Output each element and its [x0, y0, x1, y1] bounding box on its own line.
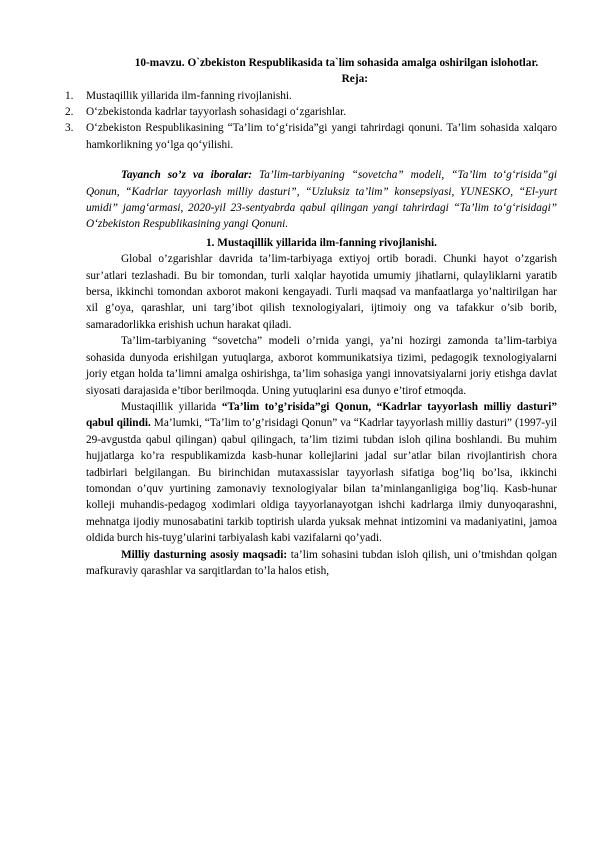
paragraph-program-goal-text: ta’lim sohasini tubdan isloh qilish, uni o’tmishdan qolgan mafkuraviy qarashlar va sarqitlardan to’la halos etish, [86, 548, 557, 577]
plan-item [65, 88, 557, 104]
plan-item [65, 104, 557, 120]
keywords-label: Tayanch so’z va iboralar: [121, 169, 253, 182]
keywords-paragraph [86, 167, 557, 233]
document-title: 10-mavzu. O`zbekiston Respublikasida ta`lim sohasida amalga oshirilgan islohotlar. [134, 57, 539, 69]
plan-item [65, 120, 557, 153]
paragraph-laws-intro: Mustaqillik yillarida [121, 400, 222, 413]
plan-item-text: Mustaqillik yillarida ilm-fanning rivojlanishi. [86, 89, 292, 102]
plan-item-text: O‘zbekiston Respublikasining “Ta’lim to‘g‘risida”gi yangi tahrirdagi qonuni. Ta’lim sohasida xalqaro hamkorlikning yo‘lga qo‘yilishi. [86, 122, 557, 151]
plan-list [65, 88, 557, 154]
document-page [65, 55, 557, 579]
paragraph-laws [86, 399, 557, 547]
plan-item-number: 1. [65, 89, 74, 102]
paragraph-soviet-model: Ta’lim-tarbiyaning “sovetcha” modeli o’rnida yangi, ya’ni hozirgi zamonda ta’lim-tarbiya sohasida dunyoda erishilgan yutuqlarga, axborot kommunikatsiya tizimi, pedagogik texnologiyalarni joriy etgan holda ta’limni amalga oshirishga, ta’lim sohasiga yangi innovatsiyalarni joriy etishga davlat siyosati darajasida e’tibor berilmoqda. Uning yutuqlarini esa dunyo e’tirof etmoqda. [86, 335, 557, 397]
keywords-text: Ta’lim-tarbiyaning “sovetcha” modeli, “Ta’lim to‘g‘risida”gi Qonun, “Kadrlar tayyorlash milliy dasturi”, “Uzluksiz ta’lim” konsepsiyasi, YUNESKO, “El-yurt umidi” jamg‘armasi, 2020-yil 23-sentyabrda qabul qilingan yangi tahrirdagi “Ta’lim to‘g‘risidagi” O‘zbekiston Respublikasining yangi Qonuni. [86, 169, 557, 231]
paragraph-program-goal [86, 547, 557, 580]
paragraph-laws-rest: Ma’lumki, “Ta’lim to’g’risidagi Qonun” va “Kadrlar tayyorlash milliy dasturi” (1997-yil 29-avgustda qabul qilingan) qabul qilingach, ta’lim tizimi tubdan isloh qilina boshlandi. Bu muhim hujjatlarga ko’ra respublikamizda kasb-hunar kollejlarini jadal sur’atlar bilan rivojlantirish chora tadbirlari belgilangan. Bu birinchidan mutaxassislar tayyorlash sifatiga bog’liq bo’lsa, ikkinchi tomondan o’quv yurtining zamonaviy texnologiyalar bilan ta’minlanganligiga bog’liq. Kasb-hunar kolleji muhandis-pedagog xodimlari oldiga tayyorlanayotgan ishchi kadrlarga ilmiy dunyoqarashni, mehnatga ijodiy munosabatini tarkib toptirish ularda yuksak mehnat intizomini va madaniyatini, jamoa oldida burch his-tuyg’ularini tarbiyalash kabi vazifalarni qo’yadi. [86, 417, 557, 545]
plan-item-text: O‘zbekistonda kadrlar tayyorlash sohasidagi o‘zgarishlar. [86, 106, 347, 119]
plan-heading: Reja: [341, 73, 368, 86]
paragraph-program-goal-label: Milliy dasturning asosiy maqsadi: [121, 548, 288, 561]
paragraph-laws-bold: “Ta’lim to’g’risida”gi Qonun, “Kadrlar tayyorlash milliy dasturi” qabul qilindi. [86, 400, 557, 430]
plan-item-number: 3. [65, 122, 74, 135]
plan-item-number: 2. [65, 106, 74, 119]
section-heading: 1. Mustaqillik yillarida ilm-fanning rivojlanishi. [206, 236, 437, 249]
paragraph-global-changes: Global o’zgarishlar davrida ta’lim-tarbiyaga extiyoj ortib boradi. Chunki hayot o’zgarish sur’atlari tezlashadi. Bu bir tomondan, turli xalqlar hayotida umumiy jihatlarni, qulayliklarni yaratib bersa, ikkinchi tomondan axborot makoni kengayadi. Turli maqsad va manfaatlarga yo’naltirilgan har xil g’oya, qarashlar, uni targ’ibot qilish texnologiyalari, ijtimoiy ong va tafakkur o’sib borib, samaradorlikka erishish uchun harakat qiladi. [86, 253, 557, 331]
